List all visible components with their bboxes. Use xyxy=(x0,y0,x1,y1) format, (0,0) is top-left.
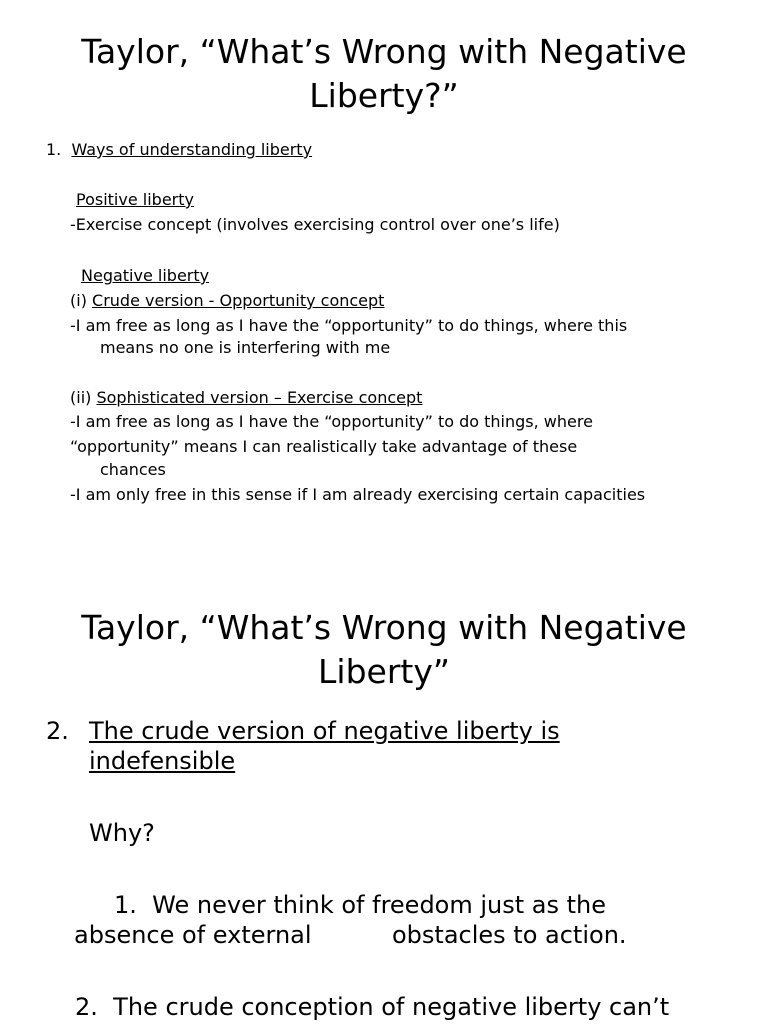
soph-desc-line4: -I am only free in this sense if I am already exercising certain capacities xyxy=(70,485,646,504)
soph-desc-line3: chances xyxy=(100,460,166,479)
point-2-line1: The crude version of negative liberty is xyxy=(89,717,560,745)
reason-2-line1 xyxy=(75,992,669,1022)
negative-liberty-heading: Negative liberty xyxy=(81,266,210,285)
slide-2-title-line2: Liberty” xyxy=(318,652,450,691)
point-2-number: 2. xyxy=(46,717,69,745)
slide-2-title-line1: Taylor, “What’s Wrong with Negative xyxy=(81,608,687,647)
reason-2-text: The crude conception of negative liberty can’t xyxy=(113,993,670,1021)
section-heading-text: Ways of understanding liberty xyxy=(71,140,313,159)
slide-2-title xyxy=(20,606,748,694)
slide-1-title-line2: Liberty?” xyxy=(309,76,459,115)
sophisticated-version-prefix: (ii) xyxy=(70,388,97,407)
sophisticated-version-label: Sophisticated version – Exercise concept xyxy=(96,388,423,407)
soph-desc-line1: -I am free as long as I have the “opportunity” to do things, where xyxy=(70,412,593,431)
crude-desc-line1: -I am free as long as I have the “opportunity” to do things, where this xyxy=(70,316,628,335)
section-heading xyxy=(46,140,312,160)
crude-desc-line2: means no one is interfering with me xyxy=(100,338,391,357)
soph-desc-line2: “opportunity” means I can realistically take advantage of these xyxy=(70,437,578,456)
slide-2 xyxy=(0,560,768,1024)
crude-version-heading xyxy=(70,291,384,311)
sophisticated-version-heading xyxy=(70,388,422,408)
positive-liberty-heading: Positive liberty xyxy=(76,190,194,209)
why-label: Why? xyxy=(89,819,155,847)
reason-1-text: We never think of freedom just as the xyxy=(152,891,607,919)
slide-1-title xyxy=(20,30,748,118)
section-number: 1. xyxy=(46,140,62,159)
reason-1-line2a: absence of external xyxy=(74,921,312,949)
reason-2-number: 2. xyxy=(75,993,98,1021)
slide-1-title-line1: Taylor, “What’s Wrong with Negative xyxy=(81,32,687,71)
reason-1-line2b: obstacles to action. xyxy=(392,921,627,949)
positive-liberty-item: -Exercise concept (involves exercising control over one’s life) xyxy=(70,215,560,234)
crude-version-label: Crude version - Opportunity concept xyxy=(92,291,385,310)
crude-version-prefix: (i) xyxy=(70,291,93,310)
point-2-line2: indefensible xyxy=(89,747,236,775)
reason-1-number: 1. xyxy=(114,891,137,919)
reason-1-line1 xyxy=(114,890,606,920)
